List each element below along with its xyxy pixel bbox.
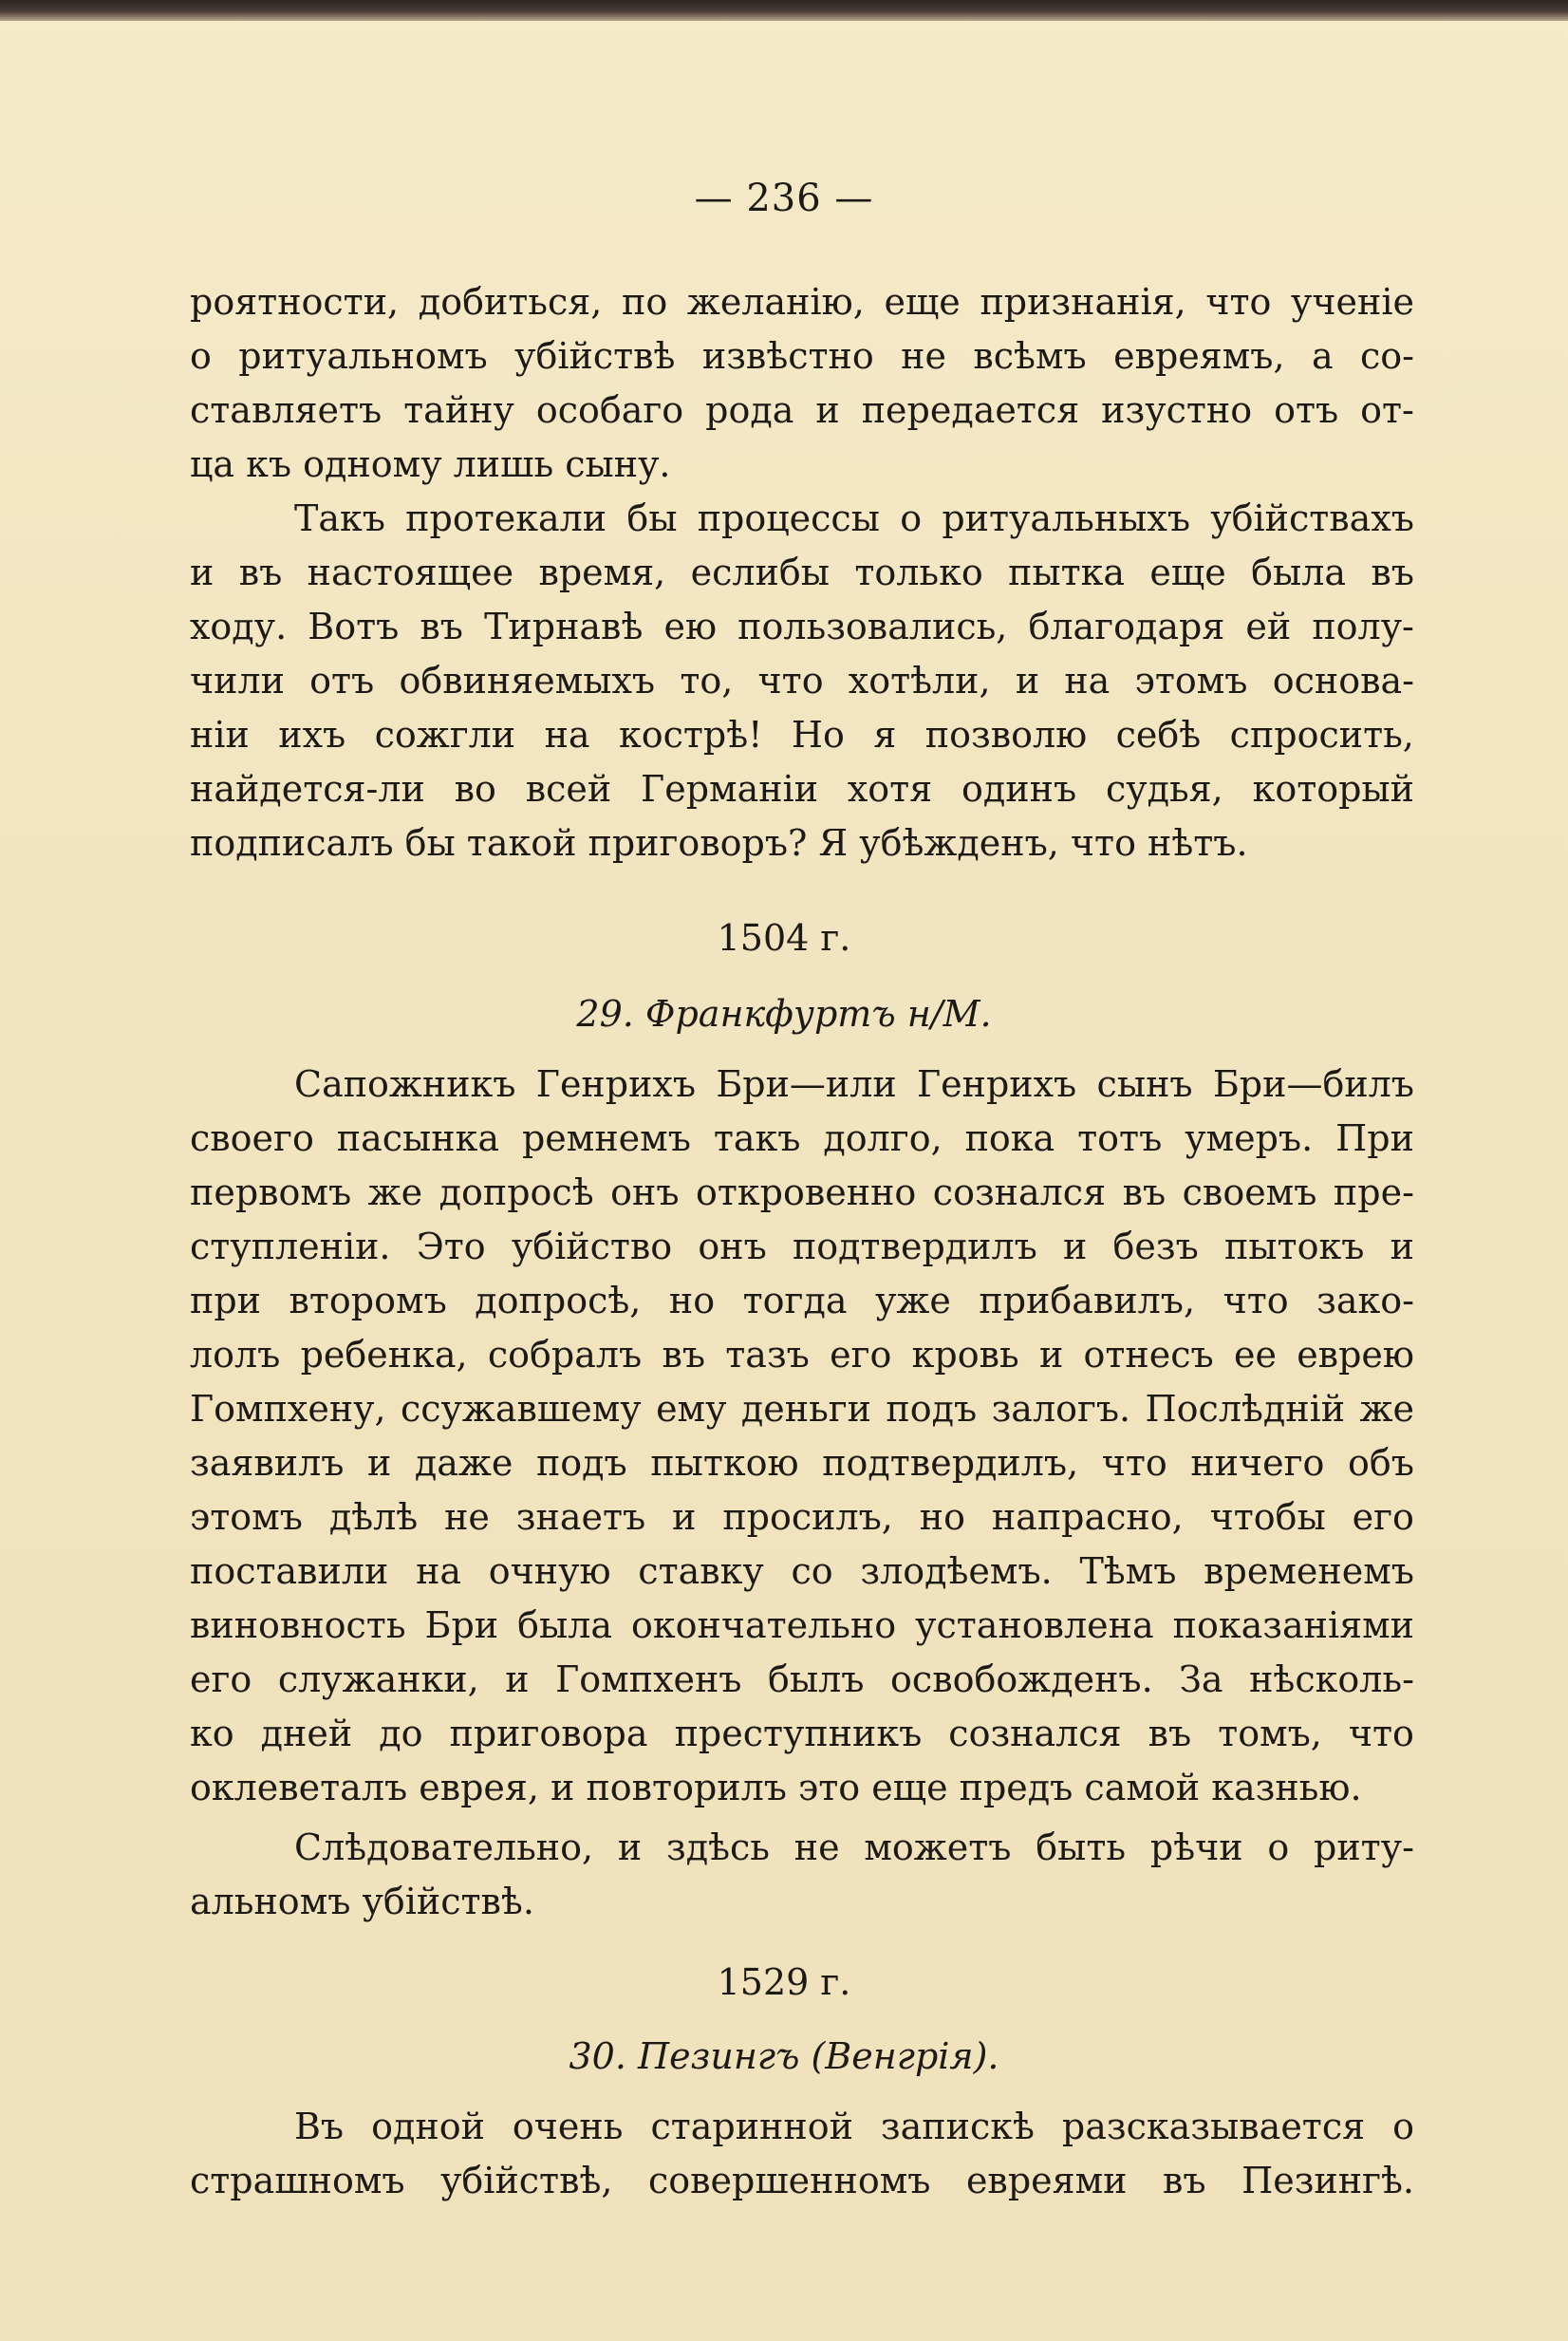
text-line: первомъ же допросѣ онъ откровенно сознался въ своемъ пре-: [190, 1171, 1414, 1213]
text-line: и въ настоящее время, еслибы только пытка еще была въ: [190, 552, 1414, 593]
text-line: Гомпхену, ссужавшему ему деньги подъ залогъ. Послѣдній же: [190, 1388, 1414, 1430]
section-heading: 30. Пезингъ (Венгрія).: [569, 2035, 999, 2077]
text-line: ступленіи. Это убійство онъ подтвердилъ и безъ пытокъ и: [190, 1226, 1414, 1267]
text-line: Въ одной очень старинной запискѣ разсказывается о: [294, 2106, 1414, 2147]
text-line: при второмъ допросѣ, но тогда уже прибавилъ, что зако-: [190, 1280, 1414, 1321]
text-line: ца къ одному лишь сыну.: [190, 443, 671, 485]
text-line: о ритуальномъ убійствѣ извѣстно не всѣмъ евреямъ, а со-: [190, 335, 1414, 377]
year-heading: 1529 г.: [717, 1961, 851, 2003]
text-line: ставляетъ тайну особаго рода и передается изустно отъ от-: [190, 389, 1414, 431]
text-line: оклеветалъ еврея, и повторилъ это еще предъ самой казнью.: [190, 1767, 1362, 1808]
text-line: подписалъ бы такой приговоръ? Я убѣжденъ, что нѣтъ.: [190, 822, 1248, 864]
text-line: страшномъ убійствѣ, совершенномъ евреями въ Пезингѣ.: [190, 2160, 1414, 2201]
paragraph-5: [190, 2100, 1414, 2208]
section-heading: 29. Франкфуртъ н/М.: [576, 993, 992, 1035]
text-line: Сапожникъ Генрихъ Бри—или Генрихъ сынъ Бри—билъ: [294, 1063, 1414, 1105]
text-line: заявилъ и даже подъ пыткою подтвердилъ, что ничего объ: [190, 1442, 1414, 1484]
text-line: Слѣдовательно, и здѣсь не можетъ быть рѣчи о риту-: [294, 1826, 1414, 1868]
paragraph-3: [190, 1058, 1414, 1815]
paragraph-1: [190, 275, 1414, 492]
scan-top-edge: [0, 0, 1568, 21]
paragraph-4: [190, 1821, 1414, 1929]
text-line: найдется-ли во всей Германіи хотя одинъ судья, который: [190, 768, 1414, 810]
year-heading: 1504 г.: [717, 917, 851, 959]
text-line: ніи ихъ сожгли на кострѣ! Но я позволю себѣ спросить,: [190, 714, 1414, 756]
text-line: Такъ протекали бы процессы о ритуальныхъ убійствахъ: [294, 497, 1414, 539]
text-line: его служанки, и Гомпхенъ былъ освобожденъ. За нѣсколь-: [190, 1658, 1414, 1700]
page-number: — 236 —: [694, 177, 874, 220]
text-line: поставили на очную ставку со злодѣемъ. Тѣмъ временемъ: [190, 1550, 1414, 1592]
text-line: виновность Бри была окончательно установлена показаніями: [190, 1604, 1414, 1646]
text-line: этомъ дѣлѣ не знаетъ и просилъ, но напрасно, чтобы его: [190, 1496, 1414, 1538]
text-line: чили отъ обвиняемыхъ то, что хотѣли, и на этомъ основа-: [190, 660, 1414, 702]
text-line: лолъ ребенка, собралъ въ тазъ его кровь и отнесъ ее еврею: [190, 1334, 1414, 1376]
text-line: своего пасынка ремнемъ такъ долго, пока тотъ умеръ. При: [190, 1117, 1414, 1159]
text-line: альномъ убійствѣ.: [190, 1881, 534, 1922]
text-line: ко дней до приговора преступникъ сознался въ томъ, что: [190, 1713, 1414, 1754]
text-line: ходу. Вотъ въ Тирнавѣ ею пользовались, благодаря ей полу-: [190, 606, 1414, 647]
text-line: роятности, добиться, по желанію, еще признанія, что ученіе: [190, 281, 1414, 323]
paragraph-2: [190, 492, 1414, 871]
